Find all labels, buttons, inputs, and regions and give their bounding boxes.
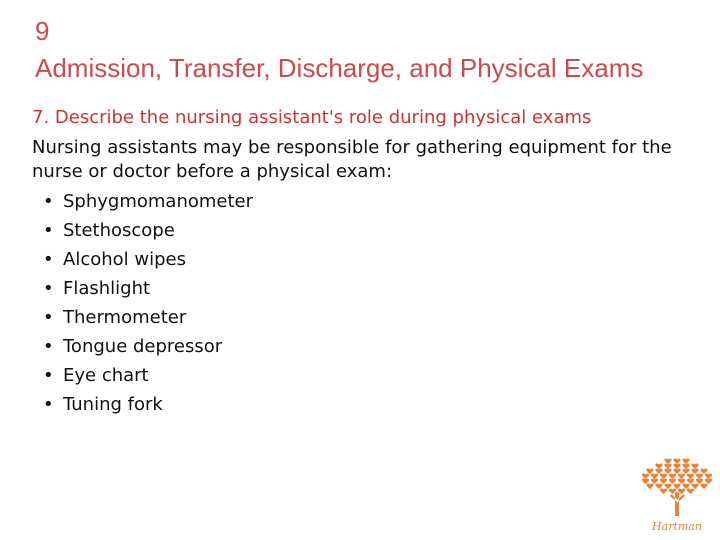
heart-icon (678, 473, 685, 479)
heart-icon (682, 483, 689, 489)
heart-icon (651, 473, 658, 479)
heart-icon (669, 478, 676, 484)
list-item-label: Alcohol wipes (63, 249, 186, 270)
heart-icon (691, 463, 698, 469)
heart-icon (664, 463, 671, 469)
heart-icon (660, 473, 667, 479)
heart-icon (687, 478, 694, 484)
heart-icon (691, 468, 698, 474)
heart-icon (673, 468, 680, 474)
heart-icon (664, 458, 671, 464)
bullet-icon: • (43, 307, 54, 328)
heart-icon (682, 463, 689, 469)
chapter-number: 9 (35, 16, 50, 46)
heart-icon (700, 483, 707, 489)
heart-icon (705, 478, 712, 484)
chapter-title: Admission, Transfer, Discharge, and Physical Exams (35, 53, 644, 83)
heart-icon (651, 478, 658, 484)
list-item (32, 187, 253, 216)
heart-icon (673, 483, 680, 489)
heart-icon (642, 478, 649, 484)
list-item (32, 216, 253, 245)
heart-icon (687, 488, 694, 494)
heart-icon (664, 468, 671, 474)
tree-of-hearts-icon (641, 454, 713, 536)
list-item-label: Tongue depressor (63, 336, 223, 357)
heart-icon (700, 468, 707, 474)
hartman-logo (641, 454, 713, 536)
heart-icon (655, 463, 662, 469)
intro-paragraph: Nursing assistants may be responsible for gathering equipment for the nurse or doctor before a physical exam: (32, 137, 672, 182)
list-item-label: Stethoscope (63, 220, 175, 241)
heart-icon (687, 473, 694, 479)
list-item-label: Flashlight (63, 278, 151, 299)
heart-icon (691, 483, 698, 489)
list-item-label: Eye chart (63, 365, 149, 386)
list-item (32, 303, 253, 332)
heart-icon (682, 468, 689, 474)
heart-icon (673, 458, 680, 464)
heart-icon (705, 473, 712, 479)
heart-icon (669, 473, 676, 479)
heart-icon (673, 463, 680, 469)
list-item-label: Thermometer (63, 307, 187, 328)
equipment-list (32, 187, 253, 419)
heart-icon (642, 473, 649, 479)
list-item (32, 274, 253, 303)
bullet-icon: • (43, 249, 54, 270)
heart-icon (696, 473, 703, 479)
bullet-icon: • (43, 220, 54, 241)
bullet-icon: • (43, 365, 54, 386)
heart-icon (678, 478, 685, 484)
heart-icon (660, 488, 667, 494)
list-item-label: Sphygmomanometer (63, 191, 254, 212)
list-item-label: Tuning fork (63, 394, 163, 415)
heart-icon (646, 468, 653, 474)
heart-icon (682, 458, 689, 464)
heart-icon (655, 483, 662, 489)
bullet-icon: • (43, 191, 54, 212)
heart-icon (664, 483, 671, 489)
learning-objective: 7. Describe the nursing assistant's role during physical exams (32, 107, 592, 128)
bullet-icon: • (43, 336, 54, 357)
heart-icon (660, 478, 667, 484)
heart-icon (696, 478, 703, 484)
bullet-icon: • (43, 278, 54, 299)
list-item (32, 332, 253, 361)
bullet-icon: • (43, 394, 54, 415)
list-item (32, 245, 253, 274)
logo-text: Hartman (652, 520, 702, 533)
list-item (32, 390, 253, 419)
heart-icon (646, 483, 653, 489)
list-item (32, 361, 253, 390)
heart-icon (655, 468, 662, 474)
